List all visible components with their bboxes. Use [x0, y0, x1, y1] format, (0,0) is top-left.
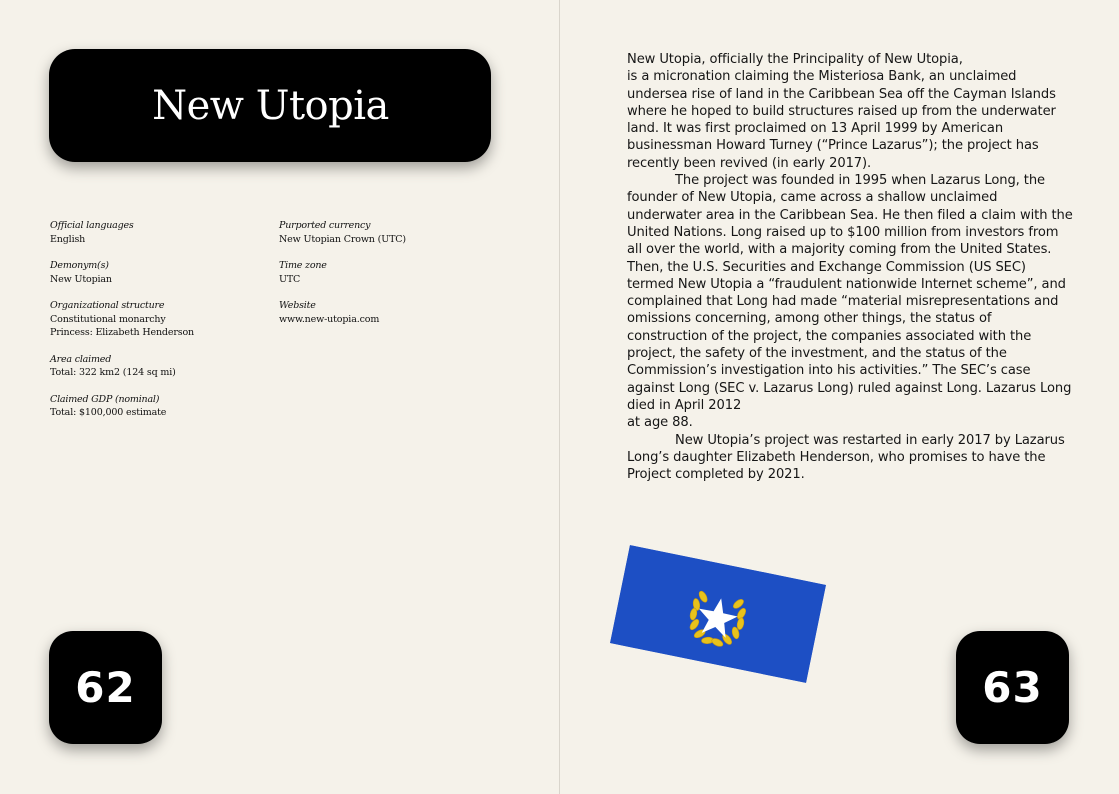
- fact-area-claimed: [50, 353, 279, 380]
- paragraph: New Utopia, officially the Principality of New Utopia, is a micronation claiming the Misteriosa Bank, an unclaimed undersea rise of land in the Caribbean Sea off the Cayman Islands where he hoped to build structures raised up from the underwater land. It was first proclaimed on 13 April 1999 by American businessman Howard Turney (“Prince Lazarus”); the project has recently been revived (in early 2017).: [627, 52, 1056, 171]
- fact-website: [279, 299, 508, 326]
- fact-official-languages: [50, 219, 279, 246]
- fact-value: Princess: Elizabeth Henderson: [50, 327, 194, 338]
- fact-demonym: [50, 259, 279, 286]
- page-number-right: [956, 631, 1069, 744]
- facts-column-1: [50, 219, 279, 433]
- article-body: [627, 51, 1075, 483]
- fact-label: Organizational structure: [50, 300, 165, 311]
- fact-value: UTC: [279, 273, 301, 285]
- paragraph: New Utopia’s project was restarted in early 2017 by Lazarus Long’s daughter Elizabeth Henderson, who promises to have the Project completed by 2021.: [627, 432, 1065, 483]
- fact-label: Time zone: [279, 260, 327, 271]
- fact-value: English: [50, 233, 86, 245]
- page-number-left: [49, 631, 162, 744]
- facts-column-2: [279, 219, 508, 433]
- fact-value: New Utopian: [50, 273, 112, 285]
- fact-label: Area claimed: [50, 353, 112, 365]
- fact-organizational-structure: [50, 299, 279, 340]
- fact-label: Demonym(s): [50, 260, 109, 271]
- fact-label: Website: [279, 300, 316, 311]
- page-fold: [559, 0, 560, 794]
- fact-value: Constitutional monarchy: [50, 313, 166, 325]
- page-title: New Utopia: [152, 82, 389, 129]
- fact-label: Purported currency: [279, 220, 371, 231]
- fact-value: Total: 322 km2 (124 sq mi): [50, 367, 176, 378]
- paragraph: The project was founded in 1995 when Lazarus Long, the founder of New Utopia, came across a shallow unclaimed underwater area in the Caribbean Sea. He then filed a claim with the United Nations. Long raised up to $100 million from investors from all over the world, with a majority coming from the United States. Then, the U.S. Securities and Exchange Commission (US SEC) termed New Utopia a “fraudulent nationwide Internet scheme”, and complained that Long had made “material misrepresentations and omissions concerning, among other things, the status of construction of the project, the companies associated with the project, the safety of the investment, and the status of the Commission’s investigation into his activities.” The SEC’s case against Long (SEC v. Lazarus Long) ruled against Long. Lazarus Long died in April 2012 at age 88.: [627, 173, 1073, 431]
- title-banner: [49, 49, 491, 162]
- facts-panel: [50, 219, 520, 433]
- fact-label: Claimed GDP (nominal): [50, 393, 160, 405]
- fact-value: New Utopian Crown (UTC): [279, 233, 406, 245]
- fact-purported-currency: [279, 219, 508, 246]
- fact-value: Total: $100,000 estimate: [50, 407, 167, 418]
- page-number-text: 62: [75, 663, 136, 712]
- website-link: www.new-utopia.com: [279, 313, 380, 325]
- fact-time-zone: [279, 259, 508, 286]
- page-number-text: 63: [982, 663, 1043, 712]
- fact-label: Official languages: [50, 220, 134, 231]
- fact-claimed-gdp: [50, 393, 279, 420]
